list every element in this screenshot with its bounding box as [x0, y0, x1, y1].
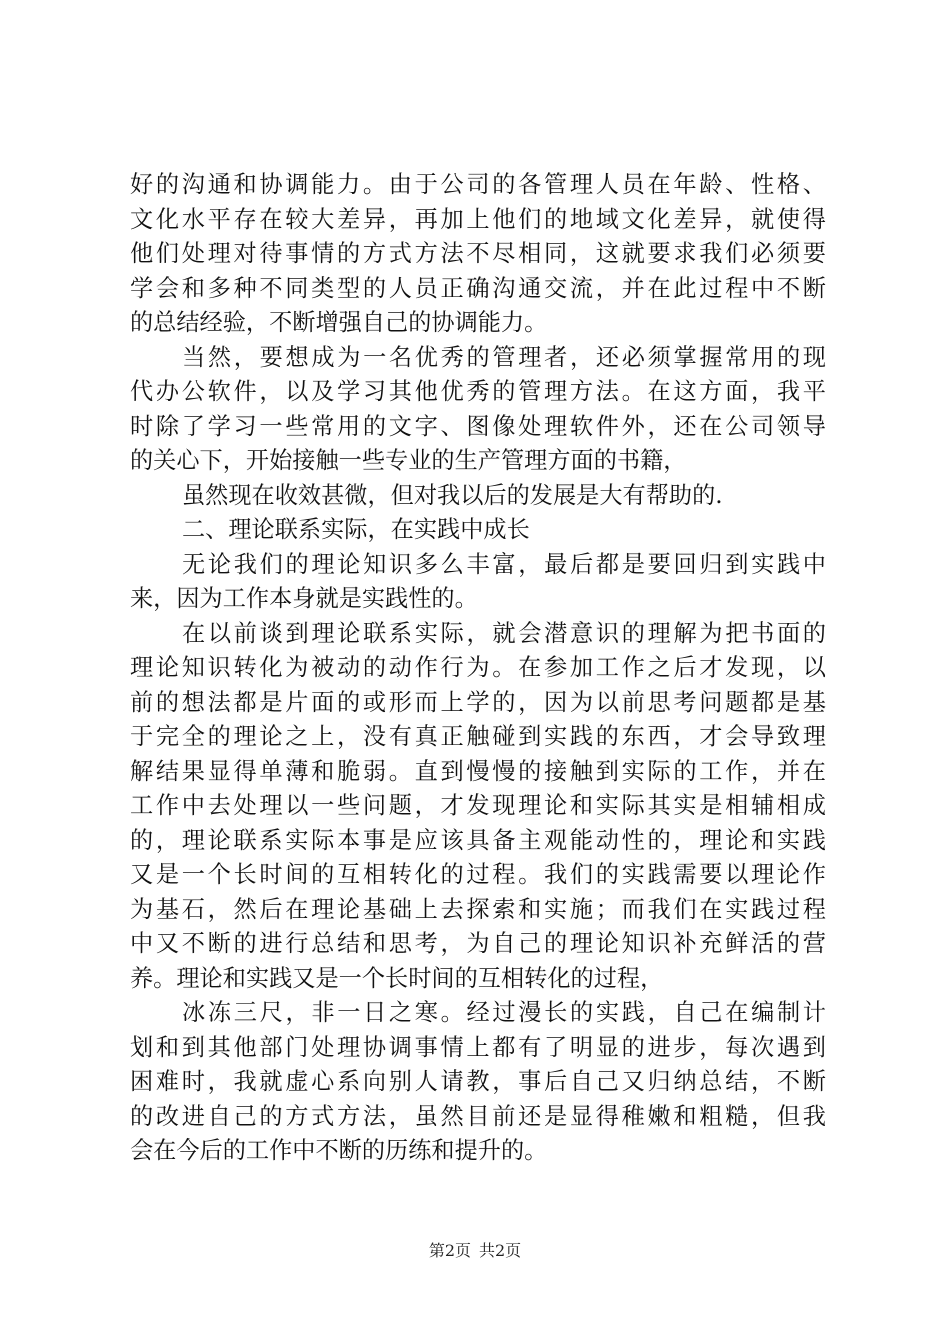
text-line: 无论我们的理论知识多么丰富，最后都是要回归到实践中 — [182, 550, 826, 578]
text-line: 解结果显得单薄和脆弱。直到慢慢的接触到实际的工作，并在 — [130, 757, 826, 785]
paragraph-4 — [130, 548, 826, 617]
text-line: 好的沟通和协调能力。由于公司的各管理人员在年龄、性格、 — [130, 171, 826, 198]
text-line: 来，因为工作本身就是实践性的。 — [130, 585, 478, 612]
text-line: 工作中去处理以一些问题，才发现理论和实际其实是相辅相成 — [130, 792, 826, 819]
text-line: 为基石，然后在理论基础上去探索和实施；而我们在实践过程 — [130, 895, 826, 923]
text-line: 文化水平存在较大差异，再加上他们的地域文化差异，就使得 — [130, 205, 826, 233]
text-line: 养。理论和实践又是一个长时间的互相转化的过程， — [130, 964, 664, 992]
page-footer — [0, 1241, 950, 1261]
paragraph-3 — [130, 479, 826, 514]
text-line: 在以前谈到理论联系实际，就会潜意识的理解为把书面的 — [182, 619, 826, 647]
text-line: 于完全的理论之上，没有真正触碰到实践的东西，才会导致理 — [130, 723, 826, 750]
text-line: 会在今后的工作中不断的历练和提升的。 — [130, 1137, 548, 1164]
section-heading — [130, 513, 826, 548]
text-line: 虽然现在收效甚微，但对我以后的发展是大有帮助的. — [182, 481, 723, 509]
section-heading-text: 二、理论联系实际，在实践中成长 — [182, 516, 530, 543]
text-line: 的改进自己的方式方法，虽然目前还是显得稚嫩和粗糙，但我 — [130, 1102, 826, 1130]
paragraph-5 — [130, 617, 826, 997]
page-number: 第2页 — [428, 1241, 471, 1260]
text-line: 中又不断的进行总结和思考，为自己的理论知识补充鲜活的营 — [130, 930, 826, 957]
text-line: 理论知识转化为被动的动作行为。在参加工作之后才发现，以 — [130, 654, 826, 681]
paragraph-1 — [130, 168, 826, 341]
text-line: 时除了学习一些常用的文字、图像处理软件外，还在公司领导 — [130, 412, 826, 440]
text-line: 划和到其他部门处理协调事情上都有了明显的进步，每次遇到 — [130, 1033, 826, 1061]
text-line: 困难时，我就虚心系向别人请教，事后自己又归纳总结，不断 — [130, 1068, 826, 1095]
paragraph-2 — [130, 341, 826, 479]
text-line: 的关心下，开始接触一些专业的生产管理方面的书籍， — [130, 447, 687, 474]
text-line: 的，理论联系实际本事是应该具备主观能动性的，理论和实践 — [130, 826, 826, 854]
text-line: 前的想法都是片面的或形而上学的，因为以前思考问题都是基 — [130, 688, 826, 716]
document-body — [130, 168, 826, 1169]
text-line: 的总结经验，不断增强自己的协调能力。 — [130, 309, 548, 336]
page-total: 共2页 — [479, 1241, 522, 1260]
text-line: 学会和多种不同类型的人员正确沟通交流，并在此过程中不断 — [130, 274, 826, 302]
text-line: 冰冻三尺，非一日之寒。经过漫长的实践，自己在编制计 — [182, 999, 826, 1026]
text-line: 当然，要想成为一名优秀的管理者，还必须掌握常用的现 — [182, 343, 826, 371]
text-line: 他们处理对待事情的方式方法不尽相同，这就要求我们必须要 — [130, 240, 826, 267]
text-line: 又是一个长时间的互相转化的过程。我们的实践需要以理论作 — [130, 861, 826, 888]
paragraph-6 — [130, 996, 826, 1169]
text-line: 代办公软件，以及学习其他优秀的管理方法。在这方面，我平 — [130, 378, 826, 405]
